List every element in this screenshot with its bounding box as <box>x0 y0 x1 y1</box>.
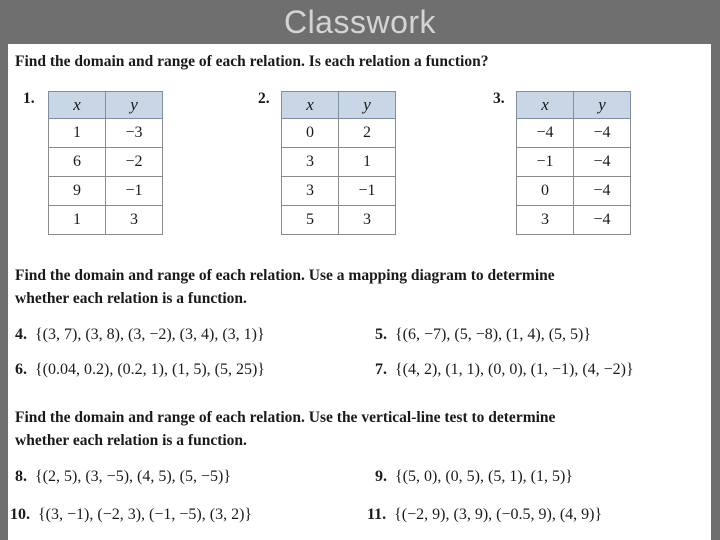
table-cell: −4 <box>574 177 631 206</box>
table-row <box>282 148 396 177</box>
table-cell: −1 <box>106 177 163 206</box>
table-cell: −1 <box>517 148 574 177</box>
problem-number: 8. <box>15 468 27 485</box>
table-cell: 3 <box>282 148 339 177</box>
problem-6 <box>15 361 265 379</box>
table-cell: −3 <box>106 119 163 148</box>
problem-5 <box>375 326 591 344</box>
problem-text: {(0.04, 0.2), (0.2, 1), (1, 5), (5, 25)} <box>35 361 265 378</box>
table-cell: 6 <box>49 148 106 177</box>
table3-header-y: y <box>574 92 631 119</box>
table-cell: 3 <box>517 206 574 235</box>
problem-text: {(6, −7), (5, −8), (1, 4), (5, 5)} <box>395 326 592 343</box>
table-row <box>282 119 396 148</box>
problem-number: 6. <box>15 361 27 378</box>
table-row <box>517 177 631 206</box>
problem-number: 10. <box>10 506 30 523</box>
table-row <box>282 177 396 206</box>
table1-header-y: y <box>106 92 163 119</box>
table2-header-y: y <box>339 92 396 119</box>
table3-number: 3. <box>493 90 505 107</box>
table-row <box>517 206 631 235</box>
table-cell: 0 <box>517 177 574 206</box>
table3-header-x: x <box>517 92 574 119</box>
table-cell: 3 <box>282 177 339 206</box>
table-cell: −1 <box>339 177 396 206</box>
section3-instruction-line2: whether each relation is a function. <box>15 432 247 449</box>
table-row <box>517 119 631 148</box>
section3-instruction-line1: Find the domain and range of each relation. Use the vertical-line test to determine <box>15 409 556 426</box>
section2-instruction-line2: whether each relation is a function. <box>15 290 247 307</box>
table-cell: −4 <box>574 148 631 177</box>
relation-table-1 <box>48 91 163 235</box>
table-row <box>282 206 396 235</box>
problem-10 <box>10 506 252 524</box>
problem-number: 4. <box>15 326 27 343</box>
table-cell: 0 <box>282 119 339 148</box>
table-cell: −4 <box>574 119 631 148</box>
table1-header-x: x <box>49 92 106 119</box>
problem-text: {(2, 5), (3, −5), (4, 5), (5, −5)} <box>35 468 232 485</box>
table-row <box>49 148 163 177</box>
table-cell: −4 <box>517 119 574 148</box>
problem-number: 5. <box>375 326 387 343</box>
problem-text: {(4, 2), (1, 1), (0, 0), (1, −1), (4, −2)} <box>395 361 634 378</box>
table-cell: −2 <box>106 148 163 177</box>
problem-text: {(3, 7), (3, 8), (3, −2), (3, 4), (3, 1)} <box>35 326 265 343</box>
problem-text: {(−2, 9), (3, 9), (−0.5, 9), (4, 9)} <box>394 506 603 523</box>
table-row <box>517 148 631 177</box>
table-cell: 1 <box>339 148 396 177</box>
table-cell: 2 <box>339 119 396 148</box>
table-cell: 5 <box>282 206 339 235</box>
table-cell: 1 <box>49 206 106 235</box>
section3-instruction <box>15 406 555 452</box>
table-row <box>49 119 163 148</box>
problem-9 <box>375 468 573 486</box>
table1-number: 1. <box>23 90 35 107</box>
problem-text: {(3, −1), (−2, 3), (−1, −5), (3, 2)} <box>38 506 253 523</box>
table-cell: 3 <box>106 206 163 235</box>
relation-table-2 <box>281 91 396 235</box>
section2-instruction-line1: Find the domain and range of each relation. Use a mapping diagram to determine <box>15 267 555 284</box>
problem-8 <box>15 468 231 486</box>
section1-instruction: Find the domain and range of each relation. Is each relation a function? <box>15 53 489 70</box>
table-cell: 9 <box>49 177 106 206</box>
table2-header-x: x <box>282 92 339 119</box>
problem-4 <box>15 326 265 344</box>
table2-number: 2. <box>258 90 270 107</box>
problem-number: 9. <box>375 468 387 485</box>
table-row <box>49 177 163 206</box>
slide-title: Classwork <box>283 4 437 40</box>
relation-table-3 <box>516 91 631 235</box>
table-row <box>49 206 163 235</box>
section2-instruction <box>15 264 555 310</box>
problem-text: {(5, 0), (0, 5), (5, 1), (1, 5)} <box>395 468 573 485</box>
table-cell: −4 <box>574 206 631 235</box>
problem-7 <box>375 361 634 379</box>
table-cell: 3 <box>339 206 396 235</box>
problem-number: 11. <box>367 506 387 523</box>
problem-number: 7. <box>375 361 387 378</box>
worksheet <box>8 44 711 540</box>
table-cell: 1 <box>49 119 106 148</box>
problem-11 <box>367 506 602 524</box>
